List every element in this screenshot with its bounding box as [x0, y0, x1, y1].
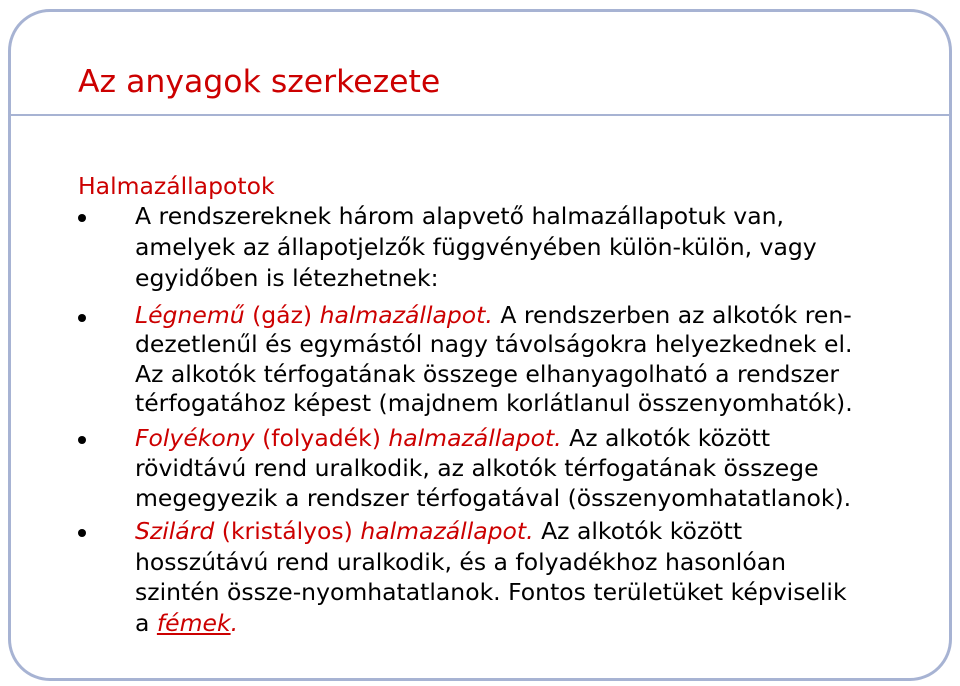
- slide-title: Az anyagok szerkezete: [78, 64, 441, 100]
- state-term-note: (gáz): [252, 301, 313, 329]
- bullet-text-end: .: [230, 609, 239, 638]
- bullet-text: A rendszerben az alkotók ren-: [500, 301, 852, 329]
- bullet-item-intro: [135, 201, 817, 294]
- bullet-line: szintén össze-nyomhatatlanok. Fontos területüket képviselik: [135, 578, 847, 607]
- state-term: Szilárd: [135, 517, 215, 545]
- state-term-label: halmazállapot.: [319, 301, 493, 329]
- bullet-line: [135, 423, 851, 453]
- bullet-text: Az alkotók között: [541, 517, 743, 545]
- state-term: Folyékony: [135, 424, 255, 452]
- bullet-line: [135, 516, 847, 547]
- bullet-line: dezetlenűl és egymástól nagy távolságokra helyezkednek el.: [135, 330, 853, 359]
- bullet-dot: [78, 314, 86, 322]
- bullet-line: rövidtávú rend uralkodik, az alkotók térfogatának összege: [135, 454, 819, 482]
- title-divider: [9, 114, 951, 116]
- state-term-label: halmazállapot.: [360, 517, 534, 545]
- bullet-line: [135, 301, 853, 330]
- state-term-note: (folyadék): [262, 424, 381, 452]
- state-term: Légnemű: [135, 301, 245, 329]
- bullet-line: [135, 608, 847, 639]
- bullet-text: Az alkotók között: [569, 424, 771, 452]
- bullet-text: a: [135, 609, 150, 638]
- link-femek[interactable]: fémek: [156, 609, 231, 638]
- bullet-line: térfogatához képest (majdnem korlátlanul összenyomhatók).: [135, 388, 853, 417]
- bullet-line: hosszútávú rend uralkodik, és a folyadékhoz hasonlóan: [135, 547, 786, 576]
- bullet-line: megegyezik a rendszer térfogatával (összenyomhatatlanok).: [135, 484, 852, 512]
- bullet-item-gas: [135, 301, 853, 418]
- bullet-line: A rendszereknek három alapvető halmazállapotuk van,: [135, 202, 784, 230]
- bullet-item-liquid: [135, 423, 851, 513]
- bullet-line: Az alkotók térfogatának összege elhanyagolható a rendszer: [135, 359, 840, 388]
- bullet-line: amelyek az állapotjelzők függvényében külön-külön, vagy: [135, 233, 817, 261]
- bullet-dot: [78, 436, 86, 444]
- state-term-note: (kristályos): [221, 517, 353, 545]
- bullet-dot: [78, 214, 86, 222]
- bullet-dot: [78, 529, 86, 537]
- bullet-item-solid: [135, 516, 847, 639]
- bullet-line: egyidőben is létezhetnek:: [135, 264, 439, 292]
- section-heading: Halmazállapotok: [78, 172, 275, 200]
- state-term-label: halmazállapot.: [388, 424, 562, 452]
